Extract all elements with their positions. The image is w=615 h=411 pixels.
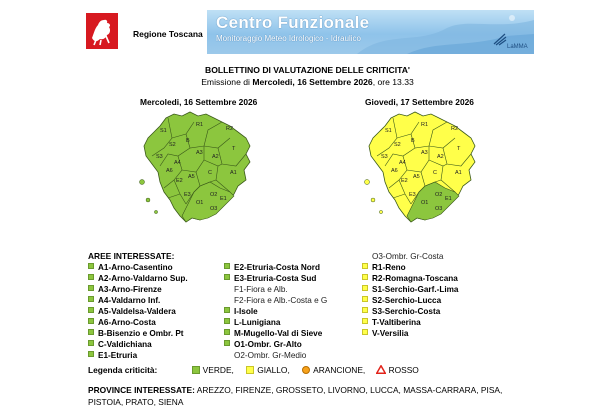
provinces-block bbox=[88, 384, 528, 408]
map-zone-label: A6 bbox=[166, 168, 173, 174]
map-zone-label: E3 bbox=[409, 192, 416, 198]
map-zone-label: O1 bbox=[196, 200, 204, 206]
provinces-label: PROVINCE INTERESSATE: bbox=[88, 385, 195, 395]
area-status-swatch bbox=[88, 329, 94, 335]
area-item bbox=[362, 251, 443, 262]
emission-time: , ore 13.33 bbox=[372, 77, 414, 87]
provinces-list: AREZZO, FIRENZE, GROSSETO, LIVORNO, LUCCA, MASSA-CARRARA, PISA, PISTOIA, PRATO, SIENA bbox=[88, 385, 503, 407]
map-zone-label: O2 bbox=[435, 192, 443, 198]
map-zone-label: E3 bbox=[184, 192, 191, 198]
map-zone-label: E1 bbox=[445, 196, 452, 202]
area-status-swatch bbox=[88, 274, 94, 280]
area-status-swatch bbox=[88, 351, 94, 357]
region-name: Regione Toscana bbox=[133, 29, 203, 39]
island-shape bbox=[146, 198, 150, 202]
map-zone-label: C bbox=[208, 170, 212, 176]
legend-green-label: VERDE, bbox=[202, 365, 234, 375]
area-item bbox=[224, 328, 322, 339]
area-status-swatch bbox=[362, 318, 368, 324]
map-zone-label: A2 bbox=[212, 154, 219, 160]
map-zone-label: T bbox=[232, 146, 236, 152]
area-label: I-Isole bbox=[234, 307, 258, 316]
area-label: A2-Arno-Valdarno Sup. bbox=[98, 274, 188, 283]
area-status-swatch bbox=[362, 329, 368, 335]
area-item bbox=[88, 262, 173, 273]
area-label: V-Versilia bbox=[372, 329, 409, 338]
map-zone-label: C bbox=[433, 170, 437, 176]
legend-orange-circle-icon bbox=[302, 366, 310, 374]
area-item bbox=[88, 317, 156, 328]
map-zone-label: S1 bbox=[160, 128, 167, 134]
area-item bbox=[224, 284, 288, 295]
map-zone-label: O1 bbox=[421, 200, 429, 206]
area-item bbox=[224, 350, 306, 361]
map-zone-label: O3 bbox=[210, 206, 218, 212]
area-status-swatch bbox=[362, 307, 368, 313]
area-item bbox=[224, 273, 316, 284]
area-label: M-Mugello-Val di Sieve bbox=[234, 329, 323, 338]
centro-funzionale-banner bbox=[207, 10, 534, 54]
emission-line bbox=[0, 77, 615, 87]
map-zone-label: O3 bbox=[435, 206, 443, 212]
area-status-swatch bbox=[224, 340, 230, 346]
map-zone-label: E2 bbox=[176, 178, 183, 184]
map-zone-label: B bbox=[411, 138, 415, 144]
banner-subtitle: Monitoraggio Meteo Idrologico - Idraulico bbox=[216, 34, 361, 43]
area-item bbox=[88, 284, 162, 295]
regione-toscana-logo bbox=[86, 13, 118, 49]
area-label: A6-Arno-Costa bbox=[98, 318, 156, 327]
area-item bbox=[362, 306, 440, 317]
area-item bbox=[224, 295, 327, 306]
map-zone-label: A1 bbox=[230, 170, 237, 176]
area-label: A4-Valdarno Inf. bbox=[98, 296, 161, 305]
criticality-map-today bbox=[138, 108, 268, 230]
map-zone-label: E1 bbox=[220, 196, 227, 202]
area-status-swatch bbox=[88, 296, 94, 302]
map-zone-label: A5 bbox=[413, 174, 420, 180]
area-status-swatch bbox=[88, 318, 94, 324]
area-status-swatch bbox=[88, 285, 94, 291]
map-zone-label: R2 bbox=[451, 126, 459, 132]
area-status-swatch bbox=[362, 263, 368, 269]
area-item bbox=[362, 284, 458, 295]
island-shape bbox=[365, 180, 370, 185]
emission-date: Mercoledi, 16 Settembre 2026 bbox=[252, 77, 373, 87]
area-status-swatch bbox=[224, 329, 230, 335]
area-status-swatch bbox=[362, 274, 368, 280]
map-zone-label: E2 bbox=[401, 178, 408, 184]
map-zone-label: S1 bbox=[385, 128, 392, 134]
area-label: L-Lunigiana bbox=[234, 318, 281, 327]
lamma-logo-icon bbox=[493, 32, 507, 46]
area-label: S1-Serchio-Garf.-Lima bbox=[372, 285, 459, 294]
island-shape bbox=[371, 198, 375, 202]
legend-orange-label: ARANCIONE, bbox=[313, 365, 366, 375]
island-shape bbox=[154, 210, 157, 213]
area-label: R1-Reno bbox=[372, 263, 406, 272]
map-zone-label: S3 bbox=[381, 154, 388, 160]
map-zone-label: O2 bbox=[210, 192, 218, 198]
area-status-swatch bbox=[88, 340, 94, 346]
legend-green-swatch bbox=[192, 366, 200, 374]
area-item bbox=[362, 328, 408, 339]
area-status-swatch bbox=[88, 263, 94, 269]
legend-yellow-label: GIALLO, bbox=[257, 365, 290, 375]
area-label: O3-Ombr. Gr-Costa bbox=[372, 252, 444, 261]
map-zone-label: A3 bbox=[196, 150, 203, 156]
area-status-swatch bbox=[362, 285, 368, 291]
area-label: O1-Ombr. Gr-Alto bbox=[234, 340, 302, 349]
area-status-swatch bbox=[224, 274, 230, 280]
map-zone-label: A6 bbox=[391, 168, 398, 174]
lamma-logo-text: LaMMA bbox=[507, 44, 528, 50]
area-label: T-Valtiberina bbox=[372, 318, 421, 327]
area-item bbox=[224, 317, 280, 328]
emission-prefix: Emissione di bbox=[201, 77, 250, 87]
legend-label: Legenda criticità: bbox=[88, 365, 158, 375]
map-zone-label: R1 bbox=[421, 122, 429, 128]
area-item bbox=[88, 273, 188, 284]
area-label: E1-Etruria bbox=[98, 351, 138, 360]
area-label: B-Bisenzio e Ombr. Pt bbox=[98, 329, 184, 338]
island-shape bbox=[140, 180, 145, 185]
area-status-swatch bbox=[224, 307, 230, 313]
map-zone-label: A4 bbox=[174, 160, 181, 166]
map-zone-label: A3 bbox=[421, 150, 428, 156]
area-item bbox=[88, 339, 152, 350]
area-label: A3-Arno-Firenze bbox=[98, 285, 162, 294]
map-zone-label: S3 bbox=[156, 154, 163, 160]
area-label: S3-Serchio-Costa bbox=[372, 307, 441, 316]
map-date-today: Mercoledi, 16 Settembre 2026 bbox=[140, 97, 258, 107]
area-item bbox=[224, 339, 302, 350]
area-item bbox=[224, 306, 258, 317]
area-item bbox=[88, 328, 184, 339]
area-label: E3-Etruria-Costa Sud bbox=[234, 274, 317, 283]
area-item bbox=[362, 262, 406, 273]
map-date-tomorrow: Giovedi, 17 Settembre 2026 bbox=[365, 97, 474, 107]
map-zone-label: S2 bbox=[169, 142, 176, 148]
area-status-swatch bbox=[362, 296, 368, 302]
area-label: F2-Fiora e Alb.-Costa e G bbox=[234, 296, 328, 305]
banner-title: Centro Funzionale bbox=[216, 13, 370, 32]
area-label: A5-Valdelsa-Valdera bbox=[98, 307, 176, 316]
map-zone-label: A4 bbox=[399, 160, 406, 166]
area-item bbox=[362, 295, 441, 306]
criticality-map-tomorrow bbox=[363, 108, 493, 230]
legend-yellow-swatch bbox=[246, 366, 254, 374]
area-label: E2-Etruria-Costa Nord bbox=[234, 263, 320, 272]
map-zone-label: R2 bbox=[226, 126, 234, 132]
area-item bbox=[362, 273, 458, 284]
map-zone-label: R1 bbox=[196, 122, 204, 128]
legend-red-label: ROSSO bbox=[388, 365, 419, 375]
area-label: A1-Arno-Casentino bbox=[98, 263, 173, 272]
area-label: C-Valdichiana bbox=[98, 340, 152, 349]
legend-red-triangle-icon bbox=[376, 365, 386, 374]
area-label: S2-Serchio-Lucca bbox=[372, 296, 442, 305]
areas-title: AREE INTERESSATE: bbox=[88, 251, 175, 261]
area-status-swatch bbox=[88, 307, 94, 313]
map-zone-label: A2 bbox=[437, 154, 444, 160]
area-label: R2-Romagna-Toscana bbox=[372, 274, 458, 283]
map-zone-label: A5 bbox=[188, 174, 195, 180]
island-shape bbox=[379, 210, 382, 213]
area-label: O2-Ombr. Gr-Medio bbox=[234, 351, 307, 360]
area-item bbox=[362, 317, 421, 328]
bulletin-title: BOLLETTINO DI VALUTAZIONE DELLE CRITICITA' bbox=[205, 65, 410, 75]
area-item bbox=[88, 350, 137, 361]
map-zone-label: S2 bbox=[394, 142, 401, 148]
area-status-swatch bbox=[224, 263, 230, 269]
area-label: F1-Fiora e Alb. bbox=[234, 285, 288, 294]
legend bbox=[88, 365, 419, 375]
area-item bbox=[224, 262, 320, 273]
area-item bbox=[88, 295, 160, 306]
map-zone-label: T bbox=[457, 146, 461, 152]
area-item bbox=[88, 306, 176, 317]
map-zone-label: A1 bbox=[455, 170, 462, 176]
area-status-swatch bbox=[224, 318, 230, 324]
map-zone-label: B bbox=[186, 138, 190, 144]
